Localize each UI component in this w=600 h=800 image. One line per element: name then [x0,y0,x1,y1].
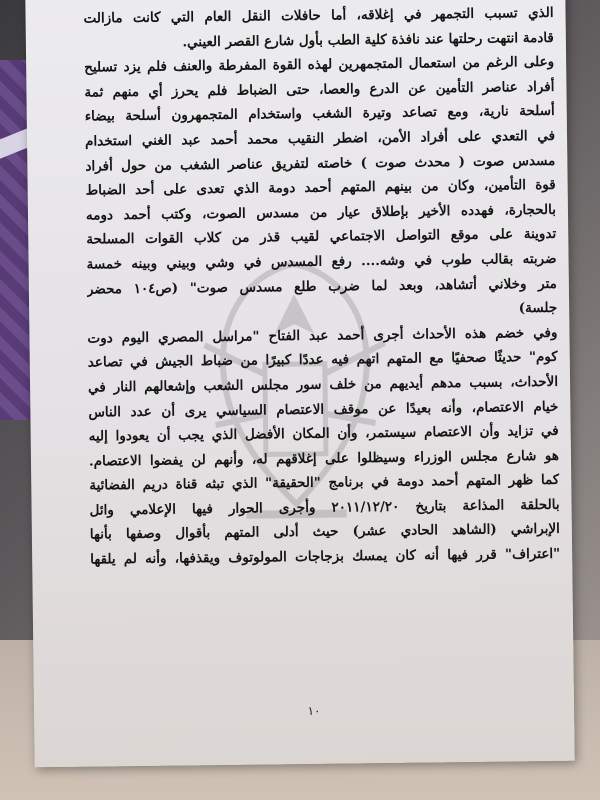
text-line: وعلى الرغم من استعمال المتجمهرين لهذه القوة المفرطة والعنف فلم يزد تسليح [84,54,555,76]
text-line: ضربته بقالب طوب في وشه.... رفع المسدس في وشي وبيني وبينه خمسة [86,250,557,273]
text-line: الإبراشي (الشاهد الحادي عشر) حيث أدلى المتهم بأقوال وصفها بأنها [89,521,560,544]
text-line: في التعدي على أفراد الأمن، اضطر النقيب محمد أحمد عبد الغني استخدام [84,127,556,150]
text-line: مسدس صوت ( محدث صوت ) خاصته لتفريق عناصر الشغب من حول أفراد [85,152,556,175]
text-line: تدوينة على موقع التواصل الاجتماعي لقيب قذر من كلاب القوات المسلحة [86,226,557,248]
text-line: الذي تسبب التجمهر في إغلاقه، أما حافلات النقل العام التي كانت مازالت [83,4,554,27]
text-line: الأحداث، بسبب مدهم أيديهم من خلف سور مجلس الشعب وإشعالهم النار في [87,373,559,396]
text-line: بالحلقة المذاعة بتاريخ ٢٠١١/١٢/٢٠ وأجرى الحوار فيها الإعلامي وائل [89,496,560,519]
text-line: في تزايد وأن الاعتصام سيستمر، وأن المكان الأفضل الذي يجب أن يعودوا إليه [88,422,559,445]
text-line: "اعتراف" قرر فيها أنه كان يمسك بزجاجات المولوتوف ويقذفها، وأنه لم يلقها [90,545,561,568]
text-line: متر وخلاني أتشاهد، وبعد لما ضرب طلع مسدس صوت" (ص١٠٤ محضر [86,275,557,298]
text-line: قادمة انتهت رحلتها عند نافذة كلية الطب بأول شارع القصر العيني. [182,29,554,51]
text-line: أسلحة نارية، ومع تصاعد وتيرة الشغب واستخدام المتجمهرون أسلحة بيضاء [84,103,555,125]
text-line: جلسة) [518,299,558,317]
page-number: ١٠ [307,703,321,718]
document-page [25,0,574,767]
text-line: كما ظهر المتهم أحمد دومة في برنامج "الحقيقة" الذي تبثه قناة دريم الفضائية [89,472,560,494]
text-line: بالحجارة، فهدده الأخير بإطلاق عيار من مسدس الصوت، وكتب أحمد دومه [85,201,557,224]
document-body [83,1,560,572]
text-line: أفراد عناصر التأمين عن الدرع والعصا، حتى الضباط فلم يحرز أي منهم ثمة [84,78,555,101]
text-line: وفي خضم هذه الأحداث أجرى أحمد عبد الفتاح "مراسل المصري اليوم دوت [87,324,558,347]
text-line: هو شارع مجلس الوزراء وسيظلوا على إغلاقهم له، وأنهم لن يفضوا الاعتصام. [88,447,560,470]
text-line: خيام الاعتصام، وأنه بعيدًا عن موقف الاعتصام السياسي يرى أن عدد الناس [88,398,559,421]
text-line: كوم" حديثًا صحفيًا مع المتهم اتهم فيه عددًا كبيرًا من ضباط الجيش في تصاعد [87,349,558,371]
text-line: قوة التأمين، وكان من بينهم المتهم أحمد دومة الذي تعدى على أحد الضباط [85,177,556,199]
